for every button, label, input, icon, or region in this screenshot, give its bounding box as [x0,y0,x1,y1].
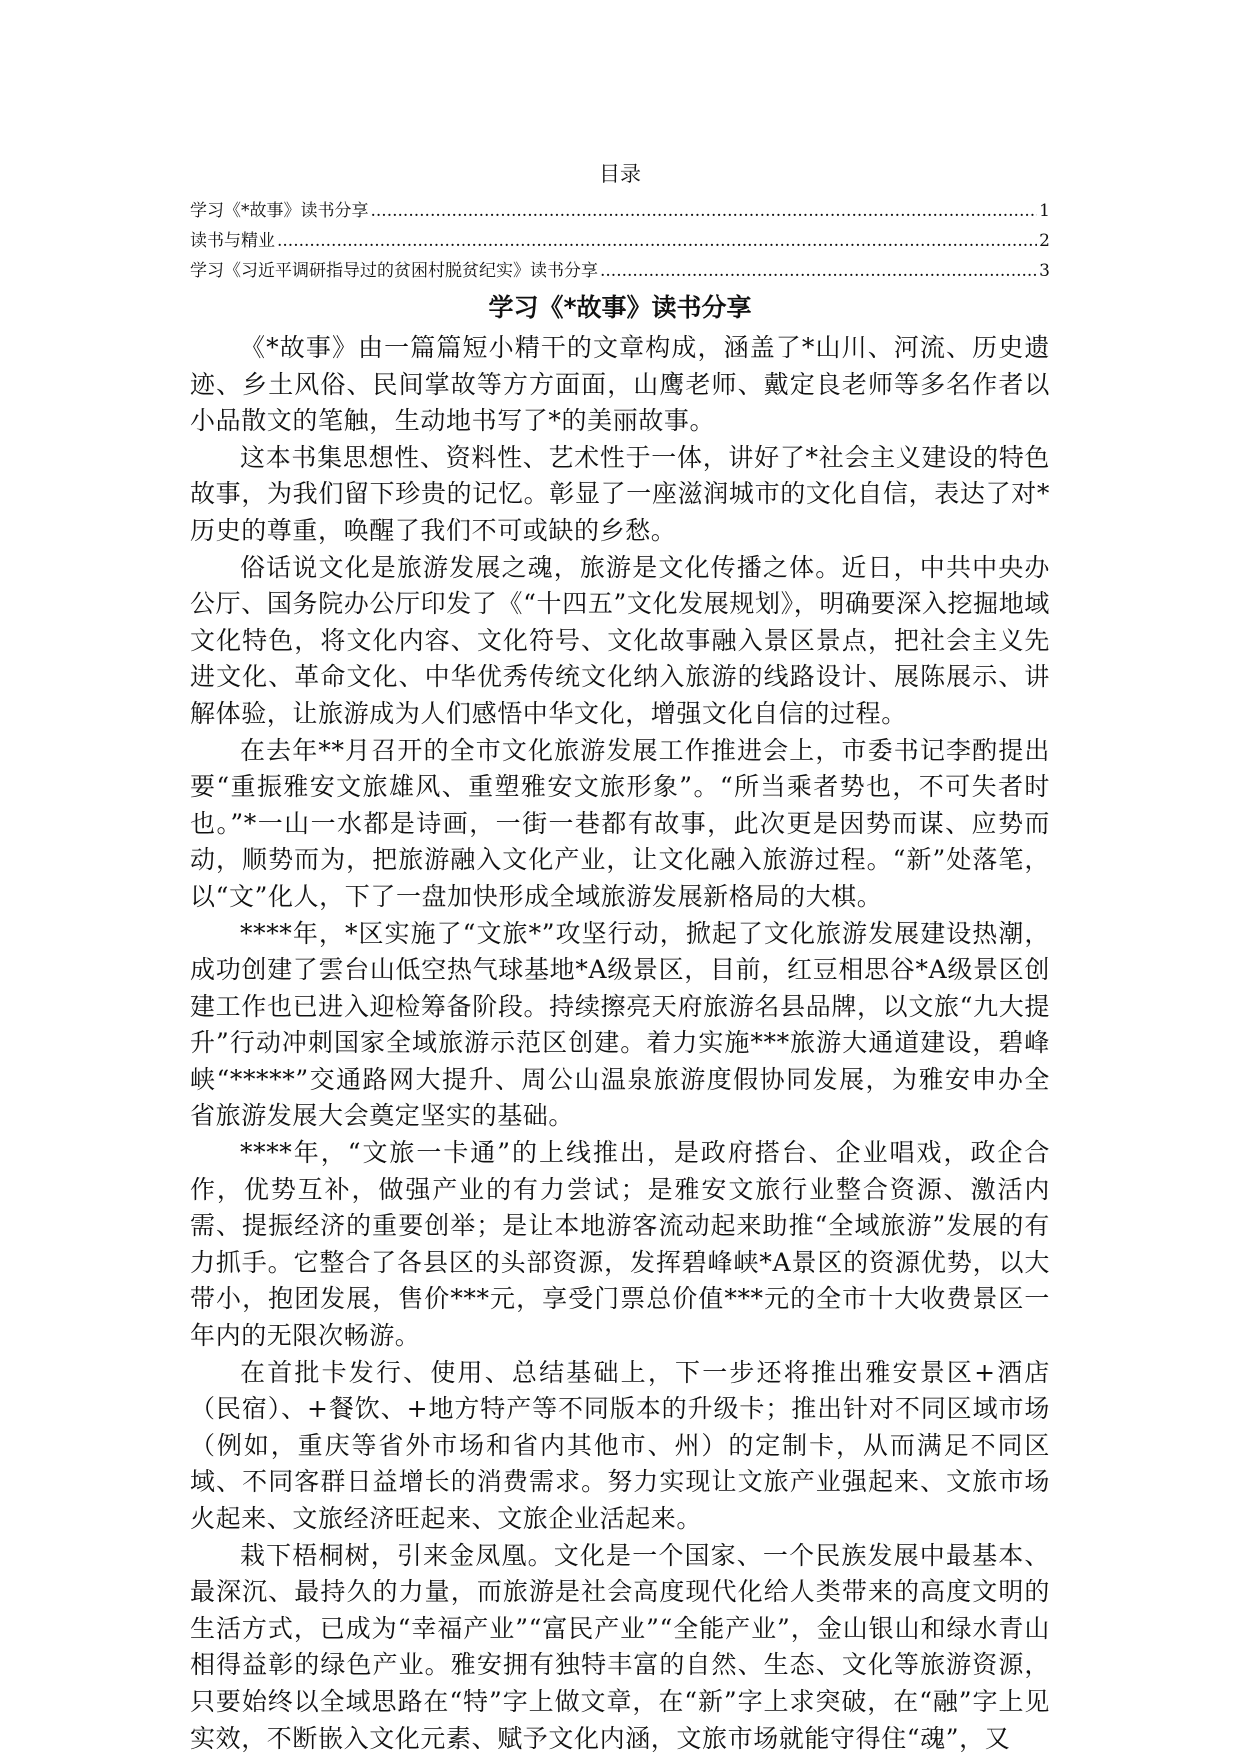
article-paragraph: ****年，*区实施了“文旅*”攻坚行动，掀起了文化旅游发展建设热潮，成功创建了雲台山低空热气球基地*A级景区，目前，红豆相思谷*A级景区创建工作也已进入迎检筹备阶段。持续擦亮天府旅游名县品牌，以文旅“九大提升”行动冲刺国家全域旅游示范区创建。着力实施***旅游大通道建设，碧峰峡“*****”交通路网大提升、周公山温泉旅游度假协同发展，为雅安申办全省旅游发展大会奠定坚实的基础。 [190,918,1050,1131]
toc-entry-page: 1 [1039,201,1050,221]
toc-leader-dots [277,226,1037,256]
article-paragraph: 在去年**月召开的全市文化旅游发展工作推进会上，市委书记李酌提出要“重振雅安文旅雄风、重塑雅安文旅形象”。“所当乘者势也，不可失者时也。”*一山一水都是诗画，一街一巷都有故事，此次更是因势而谋、应势而动，顺势而为，把旅游融入文化产业，让文化融入旅游过程。“新”处落笔，以“文”化人，下了一盘加快形成全域旅游发展新格局的大棋。 [190,735,1050,911]
toc-entry-label[interactable]: 学习《*故事》读书分享 [190,201,369,221]
toc-entry-label[interactable]: 学习《习近平调研指导过的贫困村脱贫纪实》读书分享 [190,261,598,281]
toc-entry-label[interactable]: 读书与精业 [190,231,275,251]
toc-entry-page: 3 [1039,261,1050,281]
article-paragraph: 《*故事》由一篇篇短小精干的文章构成，涵盖了*山川、河流、历史遗迹、乡土风俗、民间掌故等方方面面，山鹰老师、戴定良老师等多名作者以小品散文的笔触，生动地书写了*的美丽故事。 [190,333,1050,436]
toc-entry[interactable] [190,196,1050,226]
article-paragraph: 栽下梧桐树，引来金凤凰。文化是一个国家、一个民族发展中最基本、最深沉、最持久的力量，而旅游是社会高度现代化给人类带来的高度文明的生活方式，已成为“幸福产业”“富民产业”“全能产业”，金山银山和绿水青山相得益彰的绿色产业。雅安拥有独特丰富的自然、生态、文化等旅游资源，只要始终以全域思路在“特”字上做文章，在“新”字上求突破，在“融”字上见实效，不断嵌入文化元素、赋予文化内涵，文旅市场就能守得住“魂”，又 [190,1540,1050,1753]
article-paragraph: 在首批卡发行、使用、总结基础上，下一步还将推出雅安景区+酒店（民宿）、+餐饮、+地方特产等不同版本的升级卡；推出针对不同区域市场（例如，重庆等省外市场和省内其他市、州）的定制卡，从而满足不同区域、不同客群日益增长的消费需求。努力实现让文旅产业强起来、文旅市场火起来、文旅经济旺起来、文旅企业活起来。 [190,1357,1050,1533]
article-title: 学习《*故事》读书分享 [488,293,752,322]
toc-entry[interactable] [190,226,1050,256]
article-paragraph: 这本书集思想性、资料性、艺术性于一体，讲好了*社会主义建设的特色故事，为我们留下珍贵的记忆。彰显了一座滋润城市的文化自信，表达了对*历史的尊重，唤醒了我们不可或缺的乡愁。 [190,442,1050,545]
toc-entry-page: 2 [1039,231,1050,251]
toc-entry[interactable] [190,256,1050,286]
toc-leader-dots [371,196,1038,226]
article-paragraph: 俗话说文化是旅游发展之魂，旅游是文化传播之体。近日，中共中央办公厅、国务院办公厅印发了《“十四五”文化发展规划》，明确要深入挖掘地域文化特色，将文化内容、文化符号、文化故事融入景区景点，把社会主义先进文化、革命文化、中华优秀传统文化纳入旅游的线路设计、展陈展示、讲解体验，让旅游成为人们感悟中华文化，增强文化自信的过程。 [190,552,1050,728]
article-paragraph: ****年，“文旅一卡通”的上线推出，是政府搭台、企业唱戏，政企合作，优势互补，做强产业的有力尝试；是雅安文旅行业整合资源、激活内需、提振经济的重要创举；是让本地游客流动起来助推“全域旅游”发展的有力抓手。它整合了各县区的头部资源，发挥碧峰峡*A景区的资源优势，以大带小，抱团发展，售价***元，享受门票总价值***元的全市十大收费景区一年内的无限次畅游。 [190,1138,1050,1351]
toc-title: 目录 [599,162,641,186]
toc-leader-dots [600,256,1037,286]
